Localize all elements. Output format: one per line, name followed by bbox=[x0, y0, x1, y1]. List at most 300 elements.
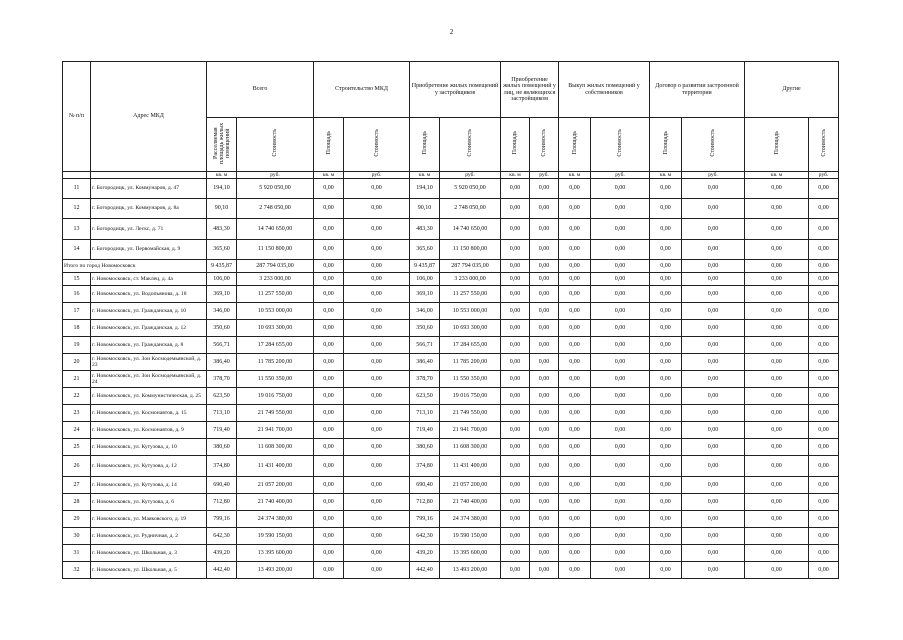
cell-area: 378,70 bbox=[207, 371, 237, 388]
cell-area: 0,00 bbox=[650, 260, 682, 273]
cell-area: 0,00 bbox=[314, 337, 344, 354]
cell-area: 0,00 bbox=[745, 456, 809, 477]
cell-cost: 0,00 bbox=[591, 260, 650, 273]
cell-area: 0,00 bbox=[650, 562, 682, 579]
row-number: 27 bbox=[63, 477, 91, 494]
cell-area: 0,00 bbox=[650, 494, 682, 511]
cell-area: 0,00 bbox=[559, 494, 591, 511]
cell-cost: 0,00 bbox=[682, 511, 745, 528]
cell-area: 0,00 bbox=[745, 240, 809, 260]
cell-cost: 0,00 bbox=[591, 528, 650, 545]
cell-cost: 287 794 035,00 bbox=[440, 260, 501, 273]
cell-cost: 0,00 bbox=[344, 286, 410, 303]
cell-area: 0,00 bbox=[650, 371, 682, 388]
row-address: г. Богородицк, ул. Лескс, д. 71 bbox=[91, 219, 207, 240]
cell-cost: 0,00 bbox=[344, 260, 410, 273]
subtotal-label: Итого по город Новомосковск bbox=[63, 260, 207, 273]
cell-area: 0,00 bbox=[745, 422, 809, 439]
sub-header-cost: Стоимость bbox=[373, 129, 380, 157]
cell-cost: 0,00 bbox=[809, 303, 839, 320]
sub-header-cost: Стоимость bbox=[710, 129, 717, 157]
cell-cost: 2 748 050,00 bbox=[440, 199, 501, 219]
row-number: 16 bbox=[63, 286, 91, 303]
cell-cost: 0,00 bbox=[809, 320, 839, 337]
table-row bbox=[63, 354, 839, 371]
cell-area: 0,00 bbox=[314, 354, 344, 371]
row-number: 12 bbox=[63, 199, 91, 219]
group-header-total: Всего bbox=[207, 62, 314, 118]
sub-header-area: Площадь bbox=[325, 131, 332, 155]
cell-cost: 0,00 bbox=[682, 354, 745, 371]
table-row bbox=[63, 240, 839, 260]
cell-cost: 0,00 bbox=[682, 260, 745, 273]
cell-cost: 0,00 bbox=[344, 320, 410, 337]
sub-header-cost: Стоимость bbox=[820, 129, 827, 157]
row-address: г. Новомосковск, ул. Гражданская, д. 12 bbox=[91, 320, 207, 337]
subtotal-row bbox=[63, 260, 839, 273]
cell-area: 0,00 bbox=[650, 303, 682, 320]
cell-cost: 0,00 bbox=[809, 405, 839, 422]
group-header-non-developer-purchase: Приобретение жилых помещений у лиц, не являющихся застройщиком bbox=[501, 62, 559, 118]
cell-cost: 0,00 bbox=[682, 405, 745, 422]
cell-cost: 10 553 000,00 bbox=[440, 303, 501, 320]
cell-cost: 0,00 bbox=[809, 456, 839, 477]
row-number: 17 bbox=[63, 303, 91, 320]
cell-area: 0,00 bbox=[501, 545, 530, 562]
cell-cost: 0,00 bbox=[809, 562, 839, 579]
cell-cost: 0,00 bbox=[530, 303, 559, 320]
unit-label: руб. bbox=[530, 171, 559, 179]
cell-cost: 0,00 bbox=[682, 303, 745, 320]
cell-area: 0,00 bbox=[501, 199, 530, 219]
cell-area: 712,80 bbox=[410, 494, 440, 511]
cell-area: 106,00 bbox=[207, 273, 237, 286]
cell-cost: 0,00 bbox=[591, 354, 650, 371]
cell-cost: 0,00 bbox=[530, 477, 559, 494]
row-address: г. Новомосковск, ул. Маяковского, д. 19 bbox=[91, 511, 207, 528]
unit-label: кв. м bbox=[745, 171, 809, 179]
sub-header-cost: Стоимость bbox=[272, 129, 278, 157]
row-address: г. Новомосковск, ул. Школьная, д. 5 bbox=[91, 562, 207, 579]
row-address: г. Богородицк, ул. Первомайская, д. 9 bbox=[91, 240, 207, 260]
table-row bbox=[63, 219, 839, 240]
unit-label: руб. bbox=[809, 171, 839, 179]
cell-area: 0,00 bbox=[650, 528, 682, 545]
row-number: 13 bbox=[63, 219, 91, 240]
cell-cost: 0,00 bbox=[591, 219, 650, 240]
cell-area: 0,00 bbox=[501, 494, 530, 511]
cell-cost: 0,00 bbox=[682, 179, 745, 199]
cell-cost: 0,00 bbox=[344, 354, 410, 371]
table-row bbox=[63, 562, 839, 579]
cell-area: 0,00 bbox=[650, 240, 682, 260]
cell-area: 0,00 bbox=[501, 320, 530, 337]
cell-cost: 0,00 bbox=[682, 562, 745, 579]
cell-cost: 0,00 bbox=[682, 320, 745, 337]
sub-header-area: Площадь bbox=[512, 131, 519, 155]
cell-cost: 0,00 bbox=[344, 303, 410, 320]
table-body bbox=[63, 179, 839, 579]
cell-cost: 0,00 bbox=[682, 456, 745, 477]
cell-area: 0,00 bbox=[559, 303, 591, 320]
cell-area: 439,20 bbox=[410, 545, 440, 562]
cell-cost: 0,00 bbox=[591, 477, 650, 494]
cell-cost: 0,00 bbox=[591, 388, 650, 405]
unit-label: кв. м bbox=[410, 171, 440, 179]
cell-cost: 0,00 bbox=[530, 494, 559, 511]
cell-area: 378,70 bbox=[410, 371, 440, 388]
cell-cost: 0,00 bbox=[809, 354, 839, 371]
cell-cost: 0,00 bbox=[682, 273, 745, 286]
unit-label: руб. bbox=[591, 171, 650, 179]
row-address: г. Новомосковск, ул. Гражданская, д. 10 bbox=[91, 303, 207, 320]
group-header-other: Другие bbox=[745, 62, 839, 118]
row-number: 25 bbox=[63, 439, 91, 456]
table-row bbox=[63, 439, 839, 456]
row-address: г. Богородицк, ул. Коммунаров, д. 47 bbox=[91, 179, 207, 199]
cell-area: 0,00 bbox=[314, 477, 344, 494]
sub-header-resettled-area: Расселяемая площадь жилых помещений bbox=[212, 122, 231, 164]
cell-area: 0,00 bbox=[501, 303, 530, 320]
cell-cost: 13 395 600,00 bbox=[440, 545, 501, 562]
cell-cost: 0,00 bbox=[530, 354, 559, 371]
cell-area: 0,00 bbox=[745, 199, 809, 219]
cell-cost: 11 608 300,00 bbox=[440, 439, 501, 456]
cell-area: 0,00 bbox=[314, 179, 344, 199]
group-header-buyout: Выкуп жилых помещений у собственников bbox=[559, 62, 650, 118]
cell-cost: 0,00 bbox=[344, 273, 410, 286]
cell-cost: 0,00 bbox=[530, 528, 559, 545]
cell-area: 642,30 bbox=[410, 528, 440, 545]
cell-area: 365,60 bbox=[207, 240, 237, 260]
cell-area: 0,00 bbox=[559, 388, 591, 405]
cell-area: 0,00 bbox=[745, 337, 809, 354]
cell-cost: 0,00 bbox=[591, 179, 650, 199]
cell-area: 0,00 bbox=[650, 320, 682, 337]
cell-area: 0,00 bbox=[501, 562, 530, 579]
row-address: г. Новомосковск, ул. Водопьянова, д. 18 bbox=[91, 286, 207, 303]
cell-area: 623,50 bbox=[410, 388, 440, 405]
cell-cost: 0,00 bbox=[809, 528, 839, 545]
cell-area: 365,60 bbox=[410, 240, 440, 260]
cell-cost: 21 749 550,00 bbox=[237, 405, 314, 422]
cell-cost: 0,00 bbox=[344, 371, 410, 388]
cell-area: 0,00 bbox=[650, 439, 682, 456]
cell-area: 0,00 bbox=[559, 405, 591, 422]
cell-area: 442,40 bbox=[207, 562, 237, 579]
cell-cost: 21 740 400,00 bbox=[440, 494, 501, 511]
cell-area: 369,10 bbox=[207, 286, 237, 303]
unit-label: кв. м bbox=[207, 171, 237, 179]
cell-cost: 0,00 bbox=[591, 199, 650, 219]
cell-area: 0,00 bbox=[501, 439, 530, 456]
row-number: 20 bbox=[63, 354, 91, 371]
table-row bbox=[63, 388, 839, 405]
cell-area: 0,00 bbox=[559, 219, 591, 240]
cell-area: 106,00 bbox=[410, 273, 440, 286]
cell-cost: 0,00 bbox=[591, 511, 650, 528]
cell-cost: 11 550 350,00 bbox=[440, 371, 501, 388]
cell-area: 0,00 bbox=[314, 388, 344, 405]
cell-area: 0,00 bbox=[314, 286, 344, 303]
cell-cost: 0,00 bbox=[530, 388, 559, 405]
cell-cost: 11 257 550,00 bbox=[237, 286, 314, 303]
row-number: 30 bbox=[63, 528, 91, 545]
cell-area: 0,00 bbox=[745, 545, 809, 562]
group-header-developer-purchase: Приобретение жилых помещений у застройщиков bbox=[410, 62, 501, 118]
cell-cost: 11 257 550,00 bbox=[440, 286, 501, 303]
cell-area: 0,00 bbox=[745, 511, 809, 528]
cell-area: 0,00 bbox=[745, 219, 809, 240]
table-row bbox=[63, 494, 839, 511]
row-number: 31 bbox=[63, 545, 91, 562]
row-number: 14 bbox=[63, 240, 91, 260]
cell-area: 0,00 bbox=[745, 303, 809, 320]
cell-area: 0,00 bbox=[650, 422, 682, 439]
cell-cost: 21 941 700,00 bbox=[237, 422, 314, 439]
cell-cost: 0,00 bbox=[530, 545, 559, 562]
cell-area: 0,00 bbox=[745, 371, 809, 388]
cell-cost: 0,00 bbox=[591, 405, 650, 422]
row-address: г. Богородицк, ул. Коммунаров, д. 8а bbox=[91, 199, 207, 219]
cell-cost: 0,00 bbox=[530, 371, 559, 388]
cell-area: 0,00 bbox=[501, 422, 530, 439]
row-number: 21 bbox=[63, 371, 91, 388]
cell-cost: 0,00 bbox=[344, 477, 410, 494]
cell-cost: 0,00 bbox=[591, 273, 650, 286]
cell-cost: 14 740 650,00 bbox=[440, 219, 501, 240]
cell-cost: 0,00 bbox=[591, 240, 650, 260]
cell-cost: 0,00 bbox=[682, 422, 745, 439]
cell-area: 0,00 bbox=[745, 562, 809, 579]
row-number: 32 bbox=[63, 562, 91, 579]
row-number: 15 bbox=[63, 273, 91, 286]
cell-cost: 19 016 750,00 bbox=[237, 388, 314, 405]
cell-cost: 0,00 bbox=[530, 240, 559, 260]
cell-cost: 21 749 550,00 bbox=[440, 405, 501, 422]
sub-header-area: Площадь bbox=[421, 131, 428, 155]
cell-area: 0,00 bbox=[501, 388, 530, 405]
cell-area: 0,00 bbox=[559, 179, 591, 199]
cell-cost: 0,00 bbox=[682, 337, 745, 354]
cell-cost: 0,00 bbox=[591, 320, 650, 337]
cell-area: 0,00 bbox=[559, 545, 591, 562]
cell-area: 0,00 bbox=[559, 422, 591, 439]
cell-cost: 0,00 bbox=[530, 286, 559, 303]
cell-area: 0,00 bbox=[745, 405, 809, 422]
cell-cost: 0,00 bbox=[682, 545, 745, 562]
cell-cost: 0,00 bbox=[809, 545, 839, 562]
cell-cost: 287 794 035,00 bbox=[237, 260, 314, 273]
cell-cost: 11 431 400,00 bbox=[237, 456, 314, 477]
cell-cost: 10 553 000,00 bbox=[237, 303, 314, 320]
unit-label: руб. bbox=[440, 171, 501, 179]
cell-area: 374,80 bbox=[410, 456, 440, 477]
sub-header-cost: Стоимость bbox=[541, 129, 548, 157]
cell-area: 346,00 bbox=[410, 303, 440, 320]
cell-area: 0,00 bbox=[314, 422, 344, 439]
cell-cost: 0,00 bbox=[809, 388, 839, 405]
cell-cost: 0,00 bbox=[530, 562, 559, 579]
cell-area: 0,00 bbox=[745, 477, 809, 494]
cell-area: 0,00 bbox=[745, 320, 809, 337]
cell-area: 386,40 bbox=[410, 354, 440, 371]
cell-cost: 0,00 bbox=[530, 199, 559, 219]
cell-cost: 11 608 300,00 bbox=[237, 439, 314, 456]
row-number: 26 bbox=[63, 456, 91, 477]
cell-area: 0,00 bbox=[501, 354, 530, 371]
cell-area: 0,00 bbox=[559, 337, 591, 354]
page-number: 2 bbox=[449, 28, 454, 36]
cell-cost: 10 693 300,00 bbox=[440, 320, 501, 337]
cell-cost: 0,00 bbox=[591, 371, 650, 388]
cell-cost: 0,00 bbox=[344, 405, 410, 422]
cell-area: 0,00 bbox=[650, 477, 682, 494]
cell-cost: 0,00 bbox=[591, 286, 650, 303]
cell-area: 0,00 bbox=[501, 286, 530, 303]
cell-area: 0,00 bbox=[745, 528, 809, 545]
cell-area: 799,16 bbox=[207, 511, 237, 528]
cell-area: 90,10 bbox=[410, 199, 440, 219]
cell-area: 0,00 bbox=[314, 303, 344, 320]
cell-cost: 0,00 bbox=[682, 371, 745, 388]
cell-area: 0,00 bbox=[650, 388, 682, 405]
unit-label: руб. bbox=[344, 171, 410, 179]
cell-cost: 19 016 750,00 bbox=[440, 388, 501, 405]
cell-cost: 13 395 600,00 bbox=[237, 545, 314, 562]
sub-header-area: Площадь bbox=[773, 131, 780, 155]
cell-cost: 0,00 bbox=[344, 337, 410, 354]
cell-area: 0,00 bbox=[650, 179, 682, 199]
cell-cost: 19 590 150,00 bbox=[237, 528, 314, 545]
cell-cost: 0,00 bbox=[682, 494, 745, 511]
cell-cost: 0,00 bbox=[344, 219, 410, 240]
row-address: г. Новомосковск, ул. Кутузова, д. 10 bbox=[91, 439, 207, 456]
cell-cost: 21 057 200,00 bbox=[237, 477, 314, 494]
cell-cost: 0,00 bbox=[809, 477, 839, 494]
cell-cost: 11 150 800,00 bbox=[237, 240, 314, 260]
cell-area: 799,16 bbox=[410, 511, 440, 528]
cell-area: 439,20 bbox=[207, 545, 237, 562]
cell-area: 0,00 bbox=[559, 199, 591, 219]
cell-area: 350,60 bbox=[207, 320, 237, 337]
cell-area: 0,00 bbox=[314, 562, 344, 579]
cell-area: 0,00 bbox=[650, 199, 682, 219]
cell-cost: 0,00 bbox=[809, 273, 839, 286]
cell-area: 194,10 bbox=[410, 179, 440, 199]
cell-cost: 0,00 bbox=[530, 219, 559, 240]
cell-area: 713,10 bbox=[410, 405, 440, 422]
cell-cost: 11 785 200,00 bbox=[237, 354, 314, 371]
table-row bbox=[63, 528, 839, 545]
row-address: г. Новомосковск, ст. Маклец, д. 4а bbox=[91, 273, 207, 286]
unit-label: кв. м bbox=[559, 171, 591, 179]
cell-area: 642,30 bbox=[207, 528, 237, 545]
cell-area: 380,60 bbox=[207, 439, 237, 456]
cell-cost: 0,00 bbox=[809, 199, 839, 219]
cell-cost: 14 740 650,00 bbox=[237, 219, 314, 240]
cell-area: 0,00 bbox=[559, 511, 591, 528]
row-address: г. Новомосковск, ул. Зои Космодемьянской, д. 23 bbox=[91, 354, 207, 371]
table-row bbox=[63, 303, 839, 320]
cell-area: 0,00 bbox=[745, 260, 809, 273]
cell-area: 0,00 bbox=[501, 456, 530, 477]
cell-cost: 0,00 bbox=[530, 179, 559, 199]
cell-cost: 0,00 bbox=[809, 422, 839, 439]
cell-area: 0,00 bbox=[501, 477, 530, 494]
cell-cost: 0,00 bbox=[591, 422, 650, 439]
row-address: г. Новомосковск, ул. Космонавтов, д. 9 bbox=[91, 422, 207, 439]
cell-cost: 0,00 bbox=[682, 219, 745, 240]
cell-cost: 0,00 bbox=[344, 494, 410, 511]
row-number: 11 bbox=[63, 179, 91, 199]
cell-cost: 0,00 bbox=[530, 405, 559, 422]
cell-cost: 0,00 bbox=[591, 456, 650, 477]
cell-area: 0,00 bbox=[314, 240, 344, 260]
cell-cost: 0,00 bbox=[344, 199, 410, 219]
cell-cost: 0,00 bbox=[809, 337, 839, 354]
row-address: г. Новомосковск, ул. Зои Космодемьянской, д. 24 bbox=[91, 371, 207, 388]
cell-area: 0,00 bbox=[745, 388, 809, 405]
cell-area: 712,80 bbox=[207, 494, 237, 511]
table-row bbox=[63, 179, 839, 199]
row-number: 18 bbox=[63, 320, 91, 337]
cell-cost: 11 785 200,00 bbox=[440, 354, 501, 371]
cell-cost: 21 057 200,00 bbox=[440, 477, 501, 494]
cell-area: 0,00 bbox=[559, 240, 591, 260]
row-number: 29 bbox=[63, 511, 91, 528]
cell-area: 623,50 bbox=[207, 388, 237, 405]
cell-area: 0,00 bbox=[501, 240, 530, 260]
cell-cost: 19 590 150,00 bbox=[440, 528, 501, 545]
cell-area: 0,00 bbox=[501, 528, 530, 545]
cell-area: 0,00 bbox=[745, 354, 809, 371]
sub-header-cost: Стоимость bbox=[467, 129, 474, 157]
cell-area: 690,40 bbox=[207, 477, 237, 494]
row-number: 22 bbox=[63, 388, 91, 405]
cell-area: 0,00 bbox=[501, 371, 530, 388]
unit-label: руб. bbox=[682, 171, 745, 179]
cell-cost: 13 493 200,00 bbox=[237, 562, 314, 579]
col-header-number: № п/п bbox=[63, 62, 91, 172]
cell-cost: 0,00 bbox=[530, 422, 559, 439]
cell-cost: 10 693 300,00 bbox=[237, 320, 314, 337]
unit-label: кв. м bbox=[650, 171, 682, 179]
cell-cost: 0,00 bbox=[682, 439, 745, 456]
cell-area: 0,00 bbox=[314, 219, 344, 240]
cell-area: 0,00 bbox=[501, 337, 530, 354]
cell-cost: 0,00 bbox=[591, 562, 650, 579]
cell-area: 483,30 bbox=[207, 219, 237, 240]
cell-area: 0,00 bbox=[559, 562, 591, 579]
table-row bbox=[63, 456, 839, 477]
cell-area: 566,71 bbox=[410, 337, 440, 354]
cell-area: 0,00 bbox=[314, 494, 344, 511]
cell-area: 0,00 bbox=[559, 320, 591, 337]
cell-area: 0,00 bbox=[314, 456, 344, 477]
cell-area: 719,40 bbox=[207, 422, 237, 439]
cell-cost: 0,00 bbox=[809, 439, 839, 456]
cell-area: 386,40 bbox=[207, 354, 237, 371]
cell-cost: 0,00 bbox=[344, 528, 410, 545]
cell-cost: 0,00 bbox=[530, 320, 559, 337]
row-number: 28 bbox=[63, 494, 91, 511]
cell-area: 0,00 bbox=[314, 439, 344, 456]
resettlement-table bbox=[62, 61, 839, 579]
cell-cost: 0,00 bbox=[591, 494, 650, 511]
cell-cost: 0,00 bbox=[809, 286, 839, 303]
cell-cost: 0,00 bbox=[344, 545, 410, 562]
